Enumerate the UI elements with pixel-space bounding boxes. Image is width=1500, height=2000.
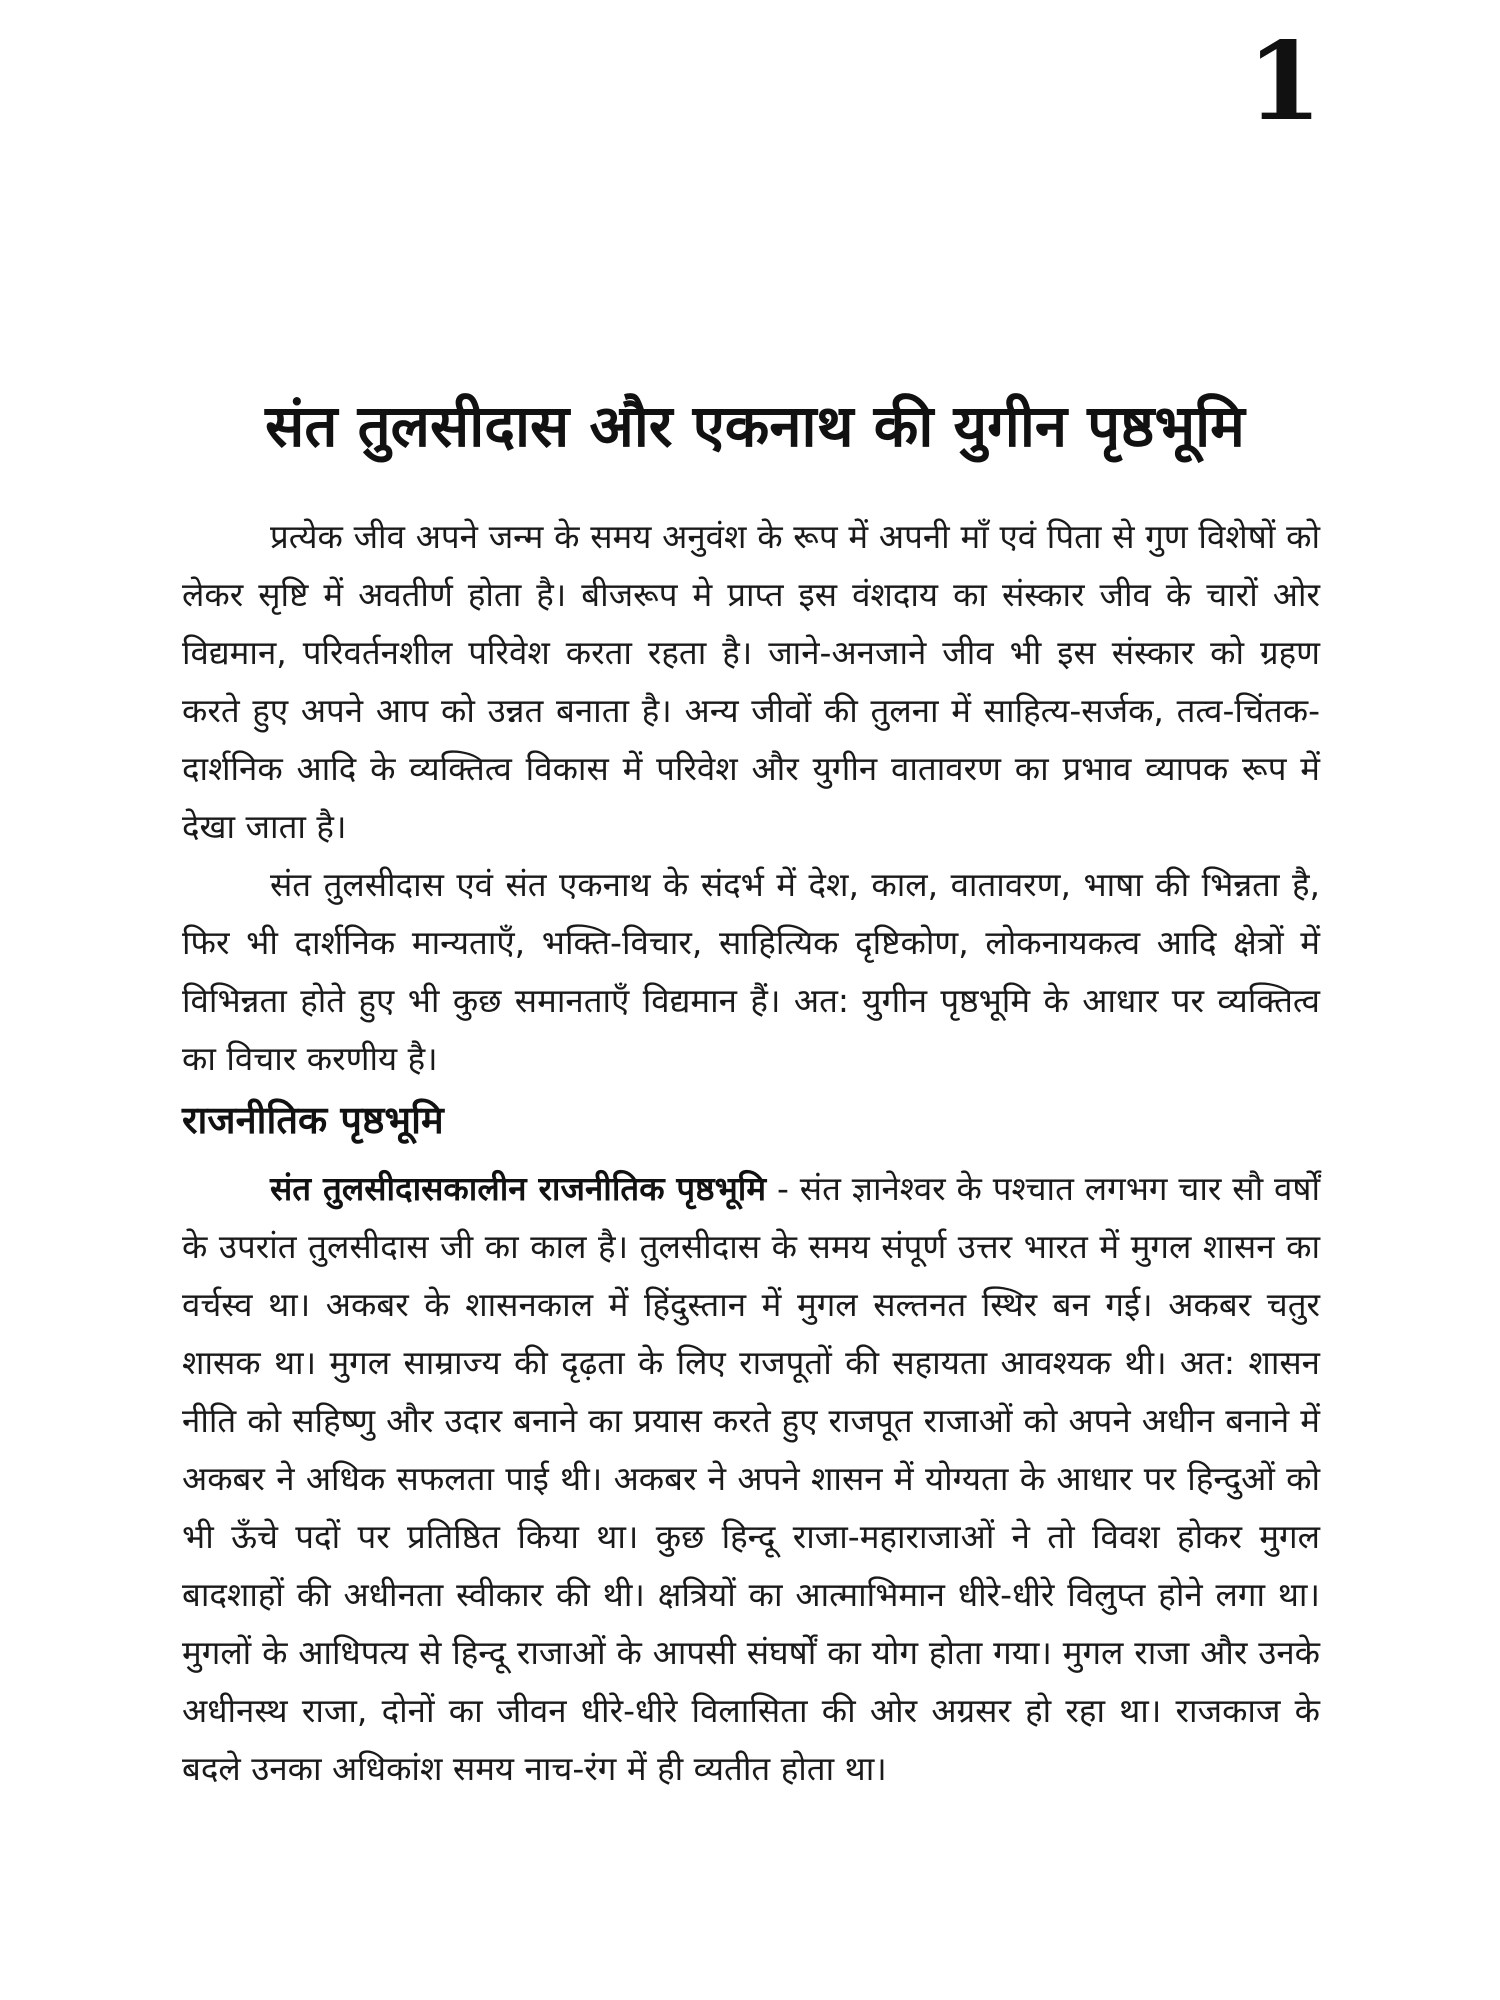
intro-paragraph: संत तुलसीदास एवं संत एकनाथ के संदर्भ में देश, काल, वातावरण, भाषा की भिन्नता है, फिर भी दार्शनिक मान्यताएँ, भक्ति-विचार, साहित्यिक दृष्टिकोण, लोकनायकत्व आदि क्षेत्रों में विभिन्नता होते हुए भी कुछ समानताएँ विद्यमान हैं। अत: युगीन पृष्ठभूमि के आधार पर व्यक्तित्व का विचार करणीय है। (182, 865, 1320, 1078)
run-in-title: संत तुलसीदासकालीन राजनीतिक पृष्ठभूमि (270, 1169, 767, 1208)
political-section (182, 1160, 1320, 1798)
intro-section (182, 508, 1320, 1088)
political-paragraph-text: - संत ज्ञानेश्वर के पश्चात लगभग चार सौ वर्षों के उपरांत तुलसीदास जी का काल है। तुलसीदास के समय संपूर्ण उत्तर भारत में मुगल शासन का वर्चस्व था। अकबर के शासनकाल में हिंदुस्तान में मुगल सल्तनत स्थिर बन गई। अकबर चतुर शासक था। मुगल साम्राज्य की दृढ़ता के लिए राजपूतों की सहायता आवश्यक थी। अत: शासन नीति को सहिष्णु और उदार बनाने का प्रयास करते हुए राजपूत राजाओं को अपने अधीन बनाने में अकबर ने अधिक सफलता पाई थी। अकबर ने अपने शासन में योग्यता के आधार पर हिन्दुओं को भी ऊँचे पदों पर प्रतिष्ठित किया था। कुछ हिन्दू राजा-महाराजाओं ने तो विवश होकर मुगल बादशाहों की अधीनता स्वीकार की थी। क्षत्रियों का आत्माभिमान धीरे-धीरे विलुप्त होने लगा था। मुगलों के आधिपत्य से हिन्दू राजाओं के आपसी संघर्षों का योग होता गया। मुगल राजा और उनके अधीनस्थ राजा, दोनों का जीवन धीरे-धीरे विलासिता की ओर अग्रसर हो रहा था। राजकाज के बदले उनका अधिकांश समय नाच-रंग में ही व्यतीत होता था। (182, 1169, 1320, 1788)
political-paragraph (182, 1160, 1320, 1798)
chapter-number: 1 (1246, 19, 1322, 145)
chapter-title: संत तुलसीदास और एकनाथ की युगीन पृष्ठभूमि (265, 392, 1245, 460)
section-heading: राजनीतिक पृष्ठभूमि (182, 1098, 444, 1142)
intro-paragraph: प्रत्येक जीव अपने जन्म के समय अनुवंश के रूप में अपनी माँ एवं पिता से गुण विशेषों को लेकर सृष्टि में अवतीर्ण होता है। बीजरूप मे प्राप्त इस वंशदाय का संस्कार जीव के चारों ओर विद्यमान, परिवर्तनशील परिवेश करता रहता है। जाने-अनजाने जीव भी इस संस्कार को ग्रहण करते हुए अपने आप को उन्नत बनाता है। अन्य जीवों की तुलना में साहित्य-सर्जक, तत्व-चिंतक-दार्शनिक आदि के व्यक्तित्व विकास में परिवेश और युगीन वातावरण का प्रभाव व्यापक रूप में देखा जाता है। (182, 517, 1320, 846)
